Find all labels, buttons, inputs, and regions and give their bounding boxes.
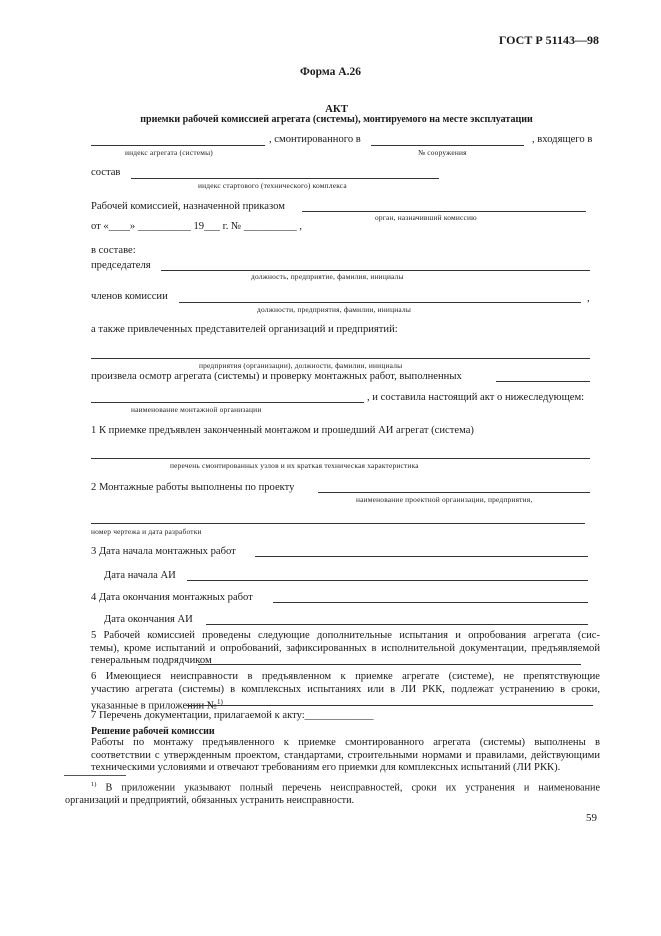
install-org-line [91, 402, 364, 403]
item-2: 2 Монтажные работы выполнены по проекту [91, 482, 295, 493]
chairman-label: председателя [91, 260, 151, 271]
item-1-line [91, 458, 590, 459]
chairman-line [161, 270, 590, 271]
item-3b: Дата начала АИ [104, 570, 176, 581]
item-2-caption-2: номер чертежа и дата разработки [91, 527, 202, 536]
item-6: 6 Имеющиеся неисправности в предъявленном к приемке агрегате (системе), не препятствующие участию агрегата (системы) в комплексных испытаниях или в ЛИ РКК, подлежат устранению в сроки, указанные в приложении №$^{1)}$ [91, 671, 600, 712]
item-4b: Дата окончания АИ [104, 614, 193, 625]
complex-index-line [131, 178, 439, 179]
form-title: Форма А.26 [300, 66, 361, 78]
item-2-line-2 [91, 523, 585, 524]
item-3: 3 Дата начала монтажных работ [91, 546, 236, 557]
members-line [179, 302, 581, 303]
order-organ-line [302, 211, 586, 212]
item-1-caption: перечень смонтированных узлов и их краткая техническая характеристика [170, 461, 419, 470]
act-subtitle: приемки рабочей комиссией агрегата (системы), монтируемого на месте эксплуатации [140, 114, 533, 125]
also-invited-label: а также привлеченных представителей организаций и предприятий: [91, 324, 398, 335]
item-4b-line [206, 624, 588, 625]
item-4: 4 Дата окончания монтажных работ [91, 592, 253, 603]
page-number: 59 [586, 812, 597, 824]
standard-number: ГОСТ Р 51143—98 [498, 33, 599, 47]
composition-label: состав [91, 167, 121, 178]
complex-index-caption: индекс стартового (технического) комплекса [198, 181, 347, 190]
aggregate-index-line [91, 145, 265, 146]
footnote: $^{1)}$ В приложении указывают полный перечень неисправностей, сроки их устранения и наименование организаций и предприятий, обязанных устранить неисправности. [65, 781, 600, 806]
install-org-caption: наименование монтажной организации [131, 405, 262, 414]
included-label: , входящего в [532, 134, 593, 145]
members-comma: , [587, 293, 590, 304]
item-3-line [255, 556, 588, 557]
aggregate-index-caption: индекс агрегата (системы) [125, 148, 213, 157]
invited-caption: предприятия (организации), должности, фамилии, инициалы [199, 361, 403, 370]
item-6-line [187, 705, 593, 706]
item-5-line [198, 664, 581, 665]
decision-text: Работы по монтажу предъявленного к приемке смонтированного агрегата (системы) выполнены в соответствии с утвержденным проектом, стандартами, строительными нормами и правилами, действующими техническими условиями и отвечают требованиям его приемки для комплексных испытаний (ЛИ РКК). [91, 737, 600, 774]
act-title: АКТ [325, 103, 348, 115]
in-composition-label: в составе: [91, 245, 136, 256]
inspected-label: произвела осмотр агрегата (системы) и проверку монтажных работ, выполненных [91, 371, 462, 382]
inspected-line [496, 381, 590, 382]
organ-caption: орган, назначивший комиссию [375, 213, 477, 222]
footnote-separator [64, 775, 126, 776]
structure-no-caption: № сооружения [418, 148, 467, 157]
item-1: 1 К приемке предъявлен законченный монтажом и прошедший АИ агрегат (система) [91, 425, 474, 436]
item-5: 5 Рабочей комиссией проведены следующие дополнительные испытания и опробования агрегата (сис- темы), кроме испытаний и опробований, зафиксированных в исполнительной документации, предъявляемой генеральным подрядчиком [90, 630, 600, 667]
item-2-line [318, 492, 590, 493]
commission-appointed-label: Рабочей комиссией, назначенной приказом [91, 201, 285, 212]
invited-line [91, 358, 590, 359]
members-caption: должности, предприятия, фамилии, инициалы [257, 305, 411, 314]
mounted-label: , смонтированного в [269, 134, 361, 145]
order-date-number: от «____» __________ 19___ г. № __________ , [91, 221, 303, 232]
item-7: 7 Перечень документации, прилагаемой к акту:_____________ [91, 710, 374, 721]
item-3b-line [187, 580, 588, 581]
item-2-caption: наименование проектной организации, предприятия, [356, 495, 533, 504]
decision-title: Решение рабочей комиссии [91, 726, 215, 737]
chairman-caption: должность, предприятие, фамилия, инициалы [251, 272, 404, 281]
item-4-line [273, 602, 588, 603]
compiled-label: , и составила настоящий акт о нижеследующем: [367, 392, 585, 403]
members-label: членов комиссии [91, 291, 168, 302]
structure-no-line [371, 145, 524, 146]
